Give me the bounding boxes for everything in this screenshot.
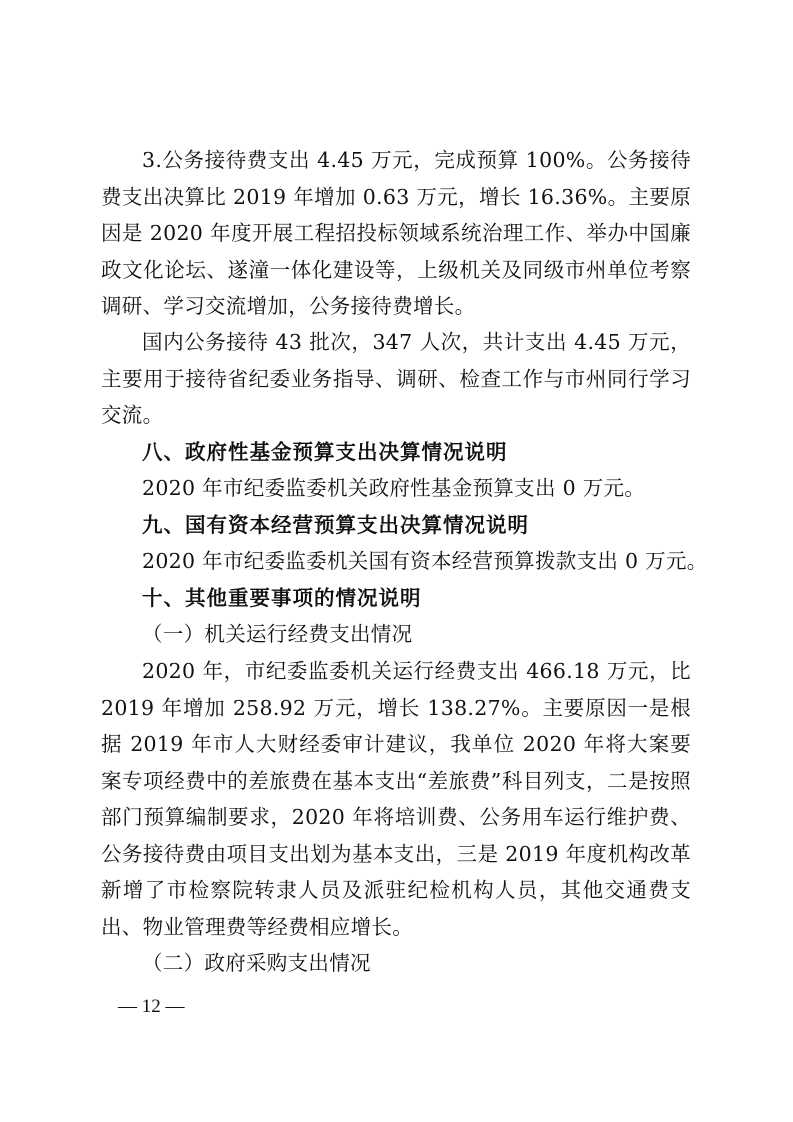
paragraph-reception-expense: 3.公务接待费支出 4.45 万元，完成预算 100%。公务接待费支出决算比 2019 年增加 0.63 万元，增长 16.36%。主要原因是 2020 年度开展工程招投标领域系统治理工作、举办中国廉政文化论坛、遂潼一体化建设等，上级机关及同级市州单位考察调研、学习交流增加，公务接待费增长。 bbox=[101, 148, 691, 318]
heading-state-capital: 九、国有资本经营预算支出决算情况说明 bbox=[142, 513, 529, 537]
paragraph-government-fund: 2020 年市纪委监委机关政府性基金预算支出 0 万元。 bbox=[142, 476, 646, 500]
heading-other-matters: 十、其他重要事项的情况说明 bbox=[142, 586, 422, 610]
heading-government-fund: 八、政府性基金预算支出决算情况说明 bbox=[142, 440, 508, 464]
subheading-operating-expenses: （一）机关运行经费支出情况 bbox=[142, 622, 413, 646]
paragraph-operating-expenses: 2020 年，市纪委监委机关运行经费支出 466.18 万元，比 2019 年增加 258.92 万元，增长 138.27%。主要原因一是根据 2019 年市人大财经委审计建议，我单位 2020 年将大案要案专项经费中的差旅费在基本支出“差旅费”科目列支，二是按照部门预算编制要求，2020 年将培训费、公务用车运行维护费、公务接待费由项目支出划为基本支出，三是 2019 年度机构改革新增了市检察院转隶人员及派驻纪检机构人员，其他交通费支出、物业管理费等经费相应增长。 bbox=[101, 659, 691, 939]
paragraph-state-capital: 2020 年市纪委监委机关国有资本经营预算拨款支出 0 万元。 bbox=[142, 549, 708, 573]
page-number: — 12 — bbox=[118, 996, 185, 1017]
paragraph-domestic-reception: 国内公务接待 43 批次，347 人次，共计支出 4.45 万元，主要用于接待省纪委业务指导、调研、检查工作与市州同行学习交流。 bbox=[101, 330, 691, 427]
subheading-procurement: （二）政府采购支出情况 bbox=[142, 951, 371, 975]
